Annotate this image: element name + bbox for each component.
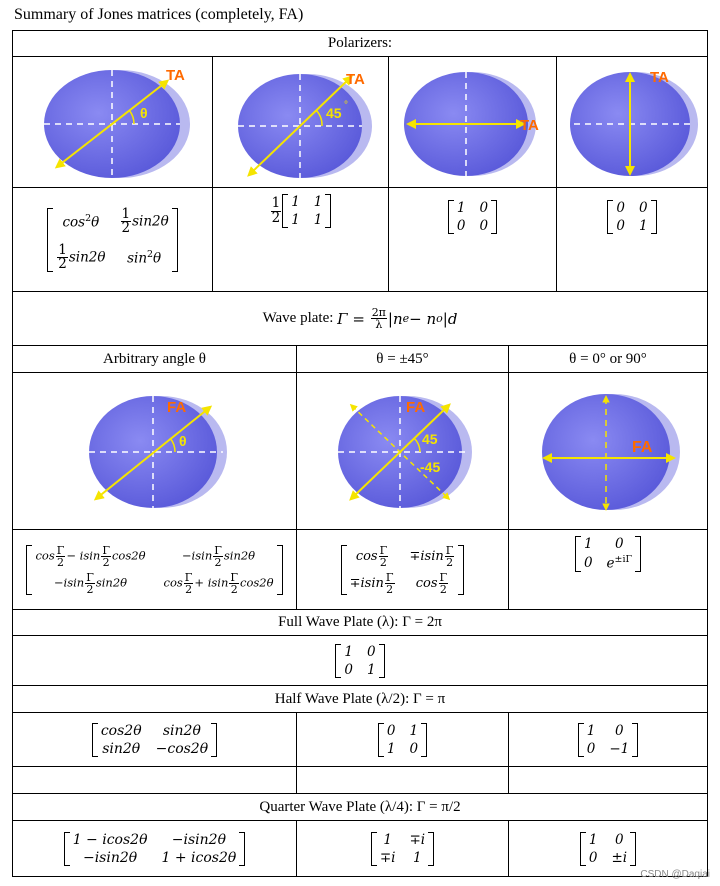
header-0-90: θ = 0° or 90° <box>509 346 707 373</box>
fullwave-matrix: 1 0 0 1 <box>13 636 707 686</box>
fa-label: FA <box>405 399 425 416</box>
empty-cell <box>13 767 297 794</box>
ta-label: TA <box>519 117 539 134</box>
header-arbitrary-angle: Arbitrary angle θ <box>13 346 297 373</box>
empty-cell <box>509 767 707 794</box>
halfwave-header: Half Wave Plate (λ/2): Γ = π <box>13 686 707 713</box>
jones-matrix-table <box>12 30 708 877</box>
table-caption: Summary of Jones matrices (completely, FA) <box>14 6 304 23</box>
waveplate-formula: Wave plate: Γ = $\frac{2\pi}{\lambda}$ |n e − n o |d <box>13 292 707 346</box>
angle-45-label: 45 <box>325 105 342 121</box>
waveplate-45-matrix: cos $\frac{\Gamma}{2}$ ∓isin $\frac{\Gamma}{2}$ ∓isin $\frac{\Gamma}{2}$ cos $\frac{\Gamma}{2}$ <box>297 530 509 610</box>
polarizer-arbitrary-diagram <box>13 57 213 188</box>
polarizer-arbitrary-disc <box>28 62 198 182</box>
plus-45-label: 45 <box>421 431 438 447</box>
minus-45-label: -45 <box>419 459 440 475</box>
header-45: θ = ±45° <box>297 346 509 373</box>
polarizer-horizontal-diagram <box>389 57 557 188</box>
fa-label: FA <box>632 439 653 456</box>
polarizers-header: Polarizers: <box>13 31 707 57</box>
ta-label: TA <box>650 69 669 86</box>
polarizer-horizontal-disc <box>398 62 548 182</box>
ta-label: TA <box>165 67 185 84</box>
waveplate-45-disc <box>328 386 478 516</box>
waveplate-0-90-disc <box>528 386 688 516</box>
quarterwave-arbitrary-matrix: 1 − icos2θ −isin2θ −isin2θ 1 + icos2θ <box>13 821 297 876</box>
waveplate-45-diagram <box>297 373 509 530</box>
quarterwave-45-matrix: 1 ∓i ∓i 1 <box>297 821 509 876</box>
degree-sign: ° <box>343 100 348 111</box>
polarizer-arbitrary-matrix <box>13 188 213 292</box>
fa-label: FA <box>166 399 186 416</box>
halfwave-0-90-matrix: 1 0 0 −1 <box>509 713 707 767</box>
empty-cell <box>297 767 509 794</box>
watermark: CSDN @Daqiai <box>640 869 710 880</box>
polarizer-vertical-matrix: 0 0 0 1 <box>557 188 707 292</box>
waveplate-arbitrary-disc <box>75 386 235 516</box>
polarizer-45-disc <box>226 62 376 182</box>
ta-label: TA <box>345 71 365 88</box>
fullwave-header: Full Wave Plate (λ): Γ = 2π <box>13 610 707 636</box>
quarterwave-header: Quarter Wave Plate (λ/4): Γ = π/2 <box>13 794 707 821</box>
waveplate-arbitrary-matrix: cos $\frac{\Gamma}{2}$ − isin $\frac{\Gamma}{2}$ cos2θ −isin $\frac{\Gamma}{2}$ sin2θ −isin $\frac{\Gamma}{2}$ sin2θ cos $\frac{\Gamma}{2}$ + isin $\frac{\Gamma}{2}$ cos2θ <box>13 530 297 610</box>
theta-label: θ <box>139 105 148 121</box>
polarizer-45-diagram <box>213 57 389 188</box>
waveplate-0-90-diagram <box>509 373 707 530</box>
polarizer-45-matrix: $\frac{1}{2}$ 1 1 1 1 <box>213 188 389 292</box>
quarterwave-0-90-matrix: 1 0 0 ±i <box>509 821 707 876</box>
waveplate-0-90-matrix: 1 0 0 $e^{\pm i\Gamma}$ <box>509 530 707 610</box>
polarizer-vertical-diagram <box>557 57 707 188</box>
theta-label: θ <box>178 433 187 449</box>
halfwave-arbitrary-matrix: cos2θ sin2θ sin2θ −cos2θ <box>13 713 297 767</box>
polarizer-horizontal-matrix: 1 0 0 0 <box>389 188 557 292</box>
polarizer-vertical-disc <box>562 62 702 182</box>
halfwave-45-matrix: 0 1 1 0 <box>297 713 509 767</box>
waveplate-arbitrary-diagram <box>13 373 297 530</box>
matrix: $\cos^2\theta$ $\frac{1}{2}$ sin2θ $\frac{1}{2}$ sin2θ $\sin^2\theta$ <box>47 208 178 272</box>
